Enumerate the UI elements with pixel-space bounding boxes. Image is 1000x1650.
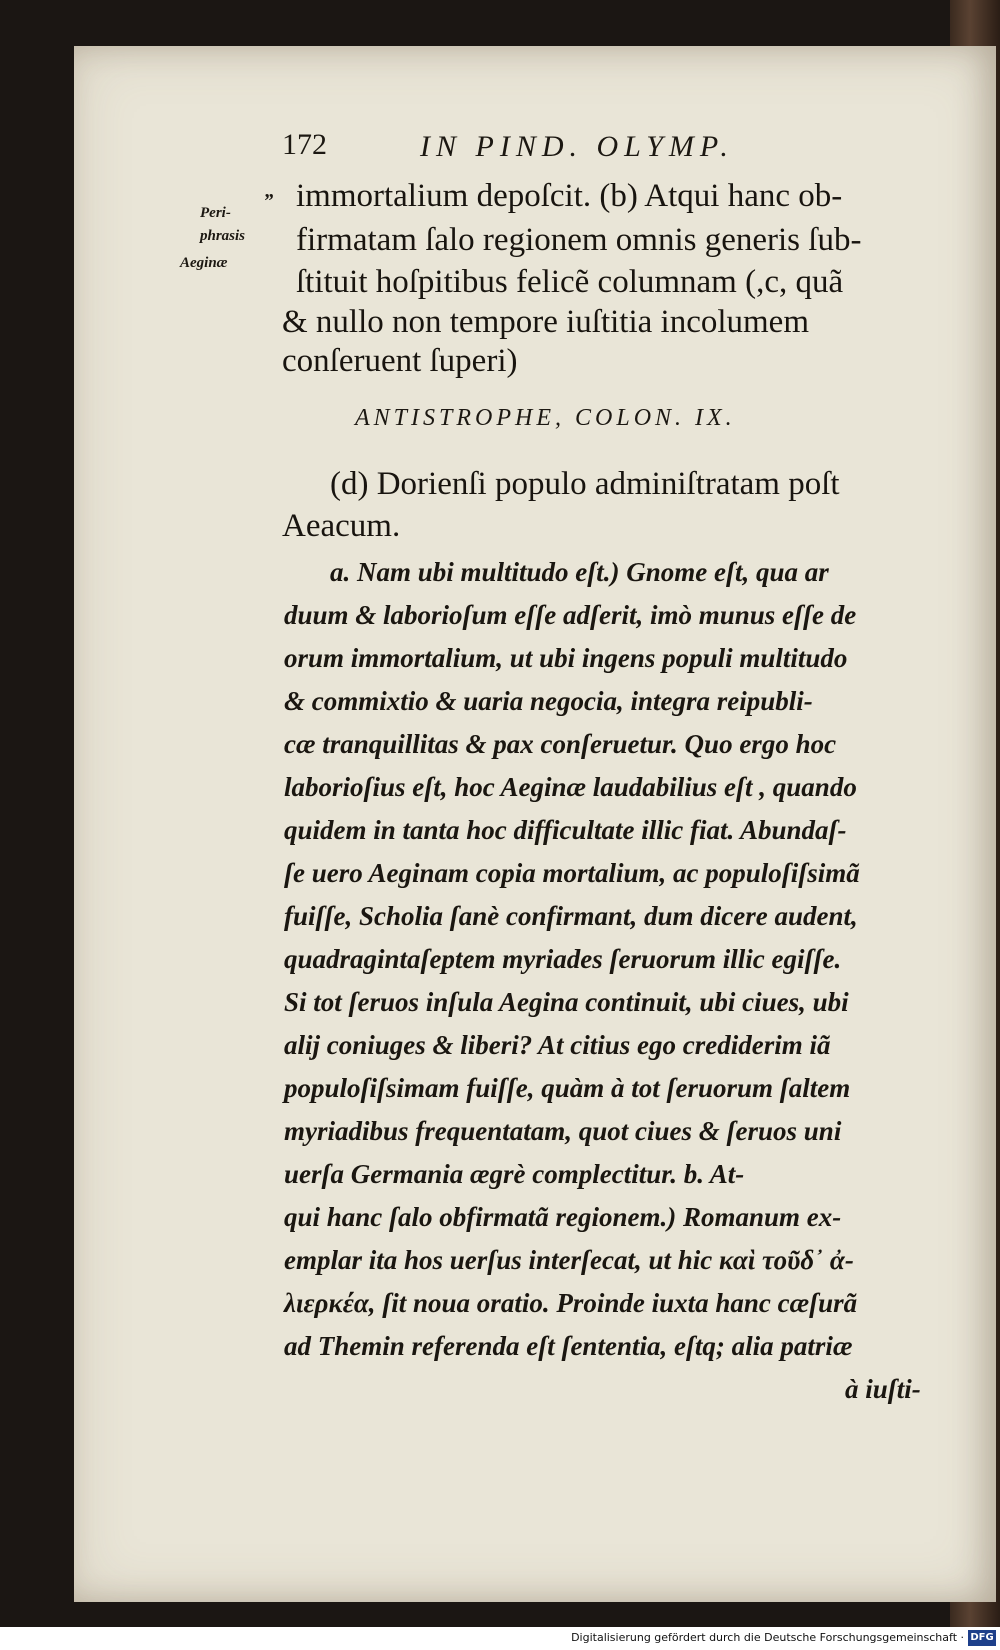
running-head: IN PIND. OLYMP. xyxy=(420,130,734,163)
poem-line-5: conſeruent ſuperi) xyxy=(282,343,518,379)
commentary-line-2: duum & laborioſum eſſe adſerit, imò munus eſſe de xyxy=(284,600,857,630)
commentary-line-3: orum immortalium, ut ubi ingens populi multitudo xyxy=(284,643,848,673)
digitization-footer xyxy=(0,1627,1000,1650)
commentary-catchword: à iuſti- xyxy=(845,1374,921,1404)
margin-note-1: Peri- xyxy=(200,205,231,221)
commentary-line-14: myriadibus frequentatam, quot ciues & ſeruos uni xyxy=(284,1116,842,1146)
commentary-line-8: ſe uero Aeginam copia mortalium, ac populoſiſsimã xyxy=(284,858,860,888)
commentary-line-17: emplar ita hos uerſus interſecat, ut hic καὶ τοῦδ᾽ ἀ- xyxy=(284,1245,854,1275)
commentary-line-11: Si tot ſeruos inſula Aegina continuit, ubi ciues, ubi xyxy=(284,987,849,1017)
margin-note-2: phrasis xyxy=(200,228,246,244)
commentary-line-9: fuiſſe, Scholia ſanè confirmant, dum dicere audent, xyxy=(284,901,858,931)
commentary-line-15: uerſa Germania ægrè complectitur. b. At- xyxy=(284,1159,745,1189)
commentary-line-10: quadragintaſeptem myriades ſeruorum illic egiſſe. xyxy=(284,944,842,974)
poem-line-6: (d) Dorienſi populo adminiſtratam poſt xyxy=(330,466,840,502)
dfg-logo-icon: DFG xyxy=(968,1630,996,1646)
page-number: 172 xyxy=(282,128,327,161)
poem-line-2: firmatam ſalo regionem omnis generis ſub- xyxy=(296,222,862,258)
commentary-line-13: populoſiſsimam fuiſſe, quàm à tot ſeruorum ſaltem xyxy=(284,1073,851,1103)
footer-credit: Digitalisierung gefördert durch die Deutsche Forschungsgemeinschaft · xyxy=(571,1631,964,1644)
commentary-line-1: a. Nam ubi multitudo eſt.) Gnome eſt, qua ar xyxy=(330,557,829,587)
poem-line-1: immortalium depoſcit. (b) Atqui hanc ob- xyxy=(296,178,843,214)
poem-line-4: & nullo non tempore iuſtitia incolumem xyxy=(282,304,810,340)
commentary-line-4: & commixtio & uaria negocia, integra reipubli- xyxy=(284,686,813,716)
commentary-line-19: ad Themin referenda eſt ſententia, eſtq; alia patriæ xyxy=(284,1331,853,1361)
commentary-line-7: quidem in tanta hoc difficultate illic fiat. Abundaſ- xyxy=(284,815,847,845)
commentary-line-5: cæ tranquillitas & pax conſeruetur. Quo ergo hoc xyxy=(284,729,837,759)
commentary-line-6: laborioſius eſt, hoc Aeginæ laudabilius eſt , quando xyxy=(284,772,857,802)
commentary-line-18: λιερκέα, ſit noua oratio. Proinde iuxta hanc cæſurã xyxy=(284,1288,858,1318)
margin-note-3: Aeginæ xyxy=(180,255,228,271)
commentary-line-12: alij coniuges & liberi? At citius ego crediderim iã xyxy=(284,1030,831,1060)
poem-line-3: ſtituit hoſpitibus felicẽ columnam (,c, quã xyxy=(296,264,844,300)
commentary-line-16: qui hanc ſalo obfirmatã regionem.) Romanum ex- xyxy=(284,1202,842,1232)
line-marker: „ xyxy=(265,180,275,202)
section-heading: ANTISTROPHE, COLON. IX. xyxy=(355,405,736,431)
poem-line-7: Aeacum. xyxy=(282,508,401,544)
